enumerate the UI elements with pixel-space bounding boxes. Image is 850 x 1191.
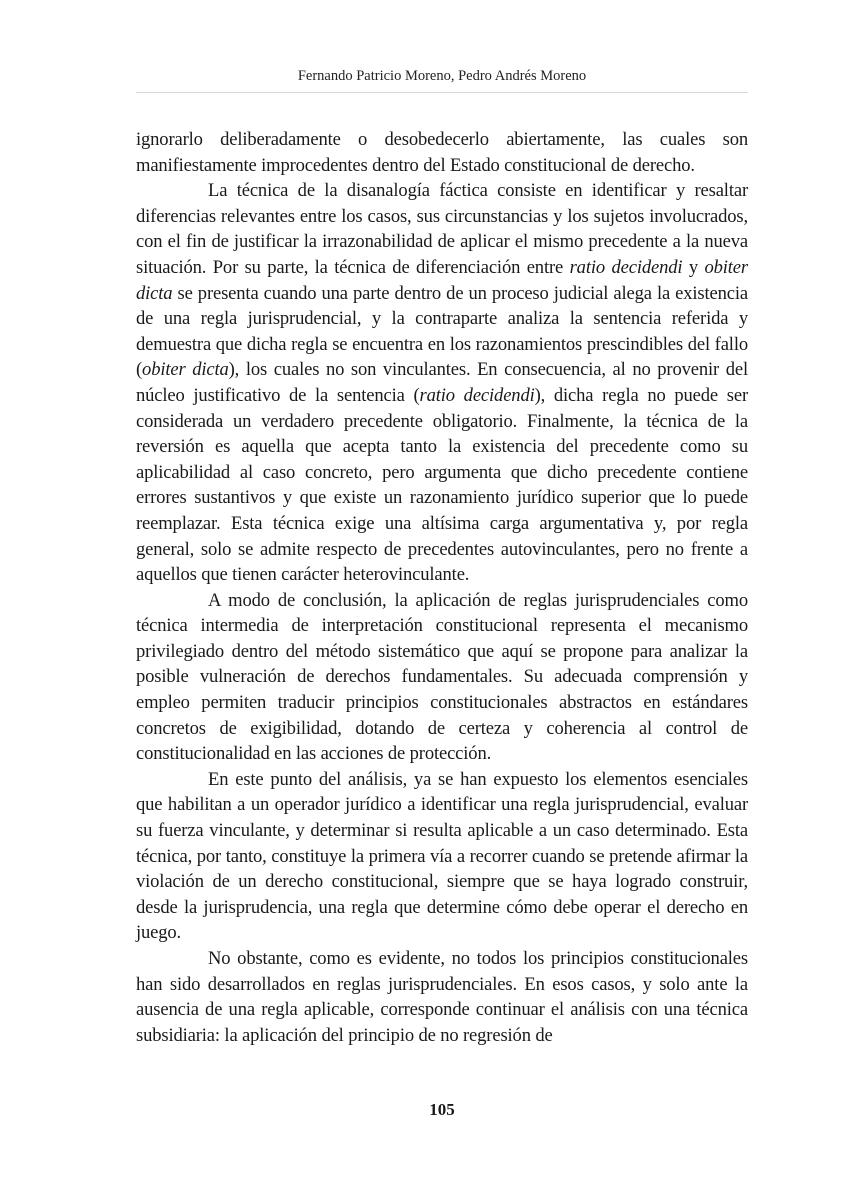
italic-ratio-decidendi-2: ratio decidendi [419,384,535,406]
running-header: Fernando Patricio Moreno, Pedro Andrés Moreno [297,68,587,84]
paragraph-1: ignorarlo deliberadamente o desobedecerlo abiertamente, las cuales son manifiestamente improcedentes dentro del Estado constitucional de derecho. [136,129,748,176]
paragraph-4: En este punto del análisis, ya se han expuesto los elementos esenciales que habilitan a un operador jurídico a identificar una regla jurisprudencial, evaluar su fuerza vinculante, y determinar si resulta aplicable a un caso determinado. Esta técnica, por tanto, constituye la primera vía a recorrer cuando se pretende afirmar la violación de un derecho constitucional, siempre que se haya logrado construir, desde la jurisprudencia, una regla que determine cómo debe operar el derecho en juego. [136,768,748,944]
paragraph-5: No obstante, como es evidente, no todos los principios constitucionales han sido desarrollados en reglas jurisprudenciales. En esos casos, y solo ante la ausencia de una regla aplicable, corresponde continuar el análisis con una técnica subsidiaria: la aplicación del principio de no regresión de [136,948,748,1046]
paragraph-2 [136,178,748,588]
paragraph-2-text-c: se presenta cuando una parte dentro de un proceso judicial alega la existencia de una regla jurisprudencial, y la contraparte analiza la sentencia referida y demuestra que dicha regla se encuentra en los razonamientos prescindibles del fallo ( [136,282,748,381]
paragraph-2-text-a: La técnica de la disanalogía fáctica consiste en identificar y resaltar diferencias relevantes entre los casos, sus circunstancias y los sujetos involucrados, con el fin de justificar la irrazonabilidad de aplicar el mismo precedente a la nueva situación. Por su parte, la técnica de diferenciación entre [136,180,748,278]
page-number: 105 [429,1100,455,1119]
paragraph-2-text-e: ), dicha regla no puede ser considerada un verdadero precedente obligatorio. Finalmente, la técnica de la reversión es aquella que acepta tanto la existencia del precedente como su aplicabilidad al caso concreto, pero argumenta que dicho precedente contiene errores sustantivos y que existe un razonamiento jurídico superior que lo puede reemplazar. Esta técnica exige una altísima carga argumentativa y, por regla general, solo se admite respecto de precedentes autovinculantes, pero no frente a aquellos que tienen carácter heterovinculante. [136,384,748,586]
paragraph-2-text-b: y [682,256,705,278]
italic-ratio-decidendi-1: ratio decidendi [569,256,683,278]
paragraph-2-text-d: ), los cuales no son vinculantes. En consecuencia, al no provenir del núcleo justificativo de la sentencia ( [136,359,748,406]
italic-obiter-dicta-1: obiter dicta [136,256,748,304]
body-text [136,127,748,1048]
header-divider [136,92,748,93]
paragraph-3: A modo de conclusión, la aplicación de reglas jurisprudenciales como técnica intermedia de interpretación constitucional representa el mecanismo privilegiado dentro del método sistemático que aquí se propone para analizar la posible vulneración de derechos fundamentales. Su adecuada comprensión y empleo permiten traducir principios constitucionales abstractos en estándares concretos de exigibilidad, dotando de certeza y coherencia al control de constitucionalidad en las acciones de protección. [136,589,748,765]
italic-obiter-dicta-2: obiter dicta [142,359,229,381]
